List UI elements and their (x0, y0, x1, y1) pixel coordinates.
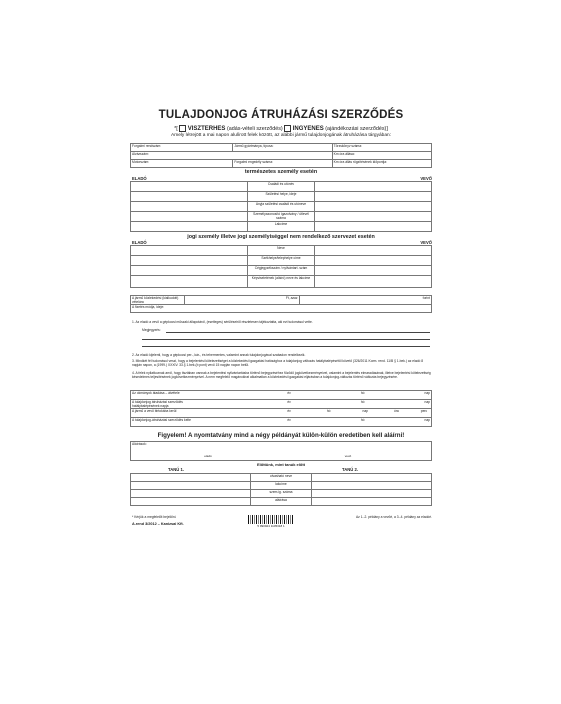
field-label: Székhelye/telephelye címe (248, 256, 314, 266)
witness-2-label: TANÚ 2. (342, 467, 358, 472)
field-label: szem.ig. száma (251, 490, 311, 498)
table-row (131, 144, 432, 152)
field-label: olvasható neve (251, 474, 311, 482)
natural-person-table (130, 181, 432, 232)
table-row (131, 474, 432, 482)
table-row (131, 152, 432, 160)
note-line[interactable] (142, 346, 430, 347)
paid-checkbox[interactable] (179, 125, 186, 132)
barcode-icon (248, 515, 294, 524)
seller-label: ELADÓ (132, 176, 147, 181)
type-free-note: (ajándékozási szerződés)] (325, 125, 388, 132)
warning-text: Figyelem! A nyomtatvány mind a négy példányát külön-külön eredetiben kell aláírni! (157, 432, 405, 439)
field-label: Családi és utónév (248, 182, 314, 192)
table-row (131, 482, 432, 490)
note-line[interactable] (142, 339, 430, 340)
table-row (131, 202, 432, 212)
witness-table (130, 473, 432, 506)
table-row (131, 498, 432, 506)
table-row: A jármű a vevő birtokába kerül év hó nap óra perc (131, 409, 432, 418)
table-row (131, 192, 432, 202)
footnote: * Kérjük a megfelelőt bejelölni. (132, 515, 177, 519)
type-paid-note: (adás-vételi szerződés) (226, 125, 283, 132)
license-field[interactable]: Forgalmi engedély száma: (233, 160, 332, 168)
payment-field[interactable]: A fizetés módja, ideje: (131, 305, 432, 313)
field-label: Anyja születési családi és utóneve (248, 202, 314, 212)
witnesses-title: Előttünk, mint tanúk előtt (257, 462, 305, 467)
witness-1-label: TANÚ 1. (168, 467, 184, 472)
date-label: Az okmányok átadása – átvétele (131, 391, 201, 400)
type-paid-label: VISZTERHES (187, 125, 226, 132)
plate-field[interactable]: Forgalmi rendszám: (131, 144, 233, 152)
field-label: Neve (248, 246, 314, 256)
clause-2: 2. Az eladó kijelenti, hogy a gépkocsi per-, kár-, és tehermentes, valamint annak tulajdonjogával szabadon rendelkezik. (132, 353, 306, 357)
price-table (130, 295, 432, 313)
field-label: Születési helye, ideje (248, 192, 314, 202)
price-label: A jármű közlekedési (kialkudott) vételára (131, 296, 185, 305)
table-row (131, 276, 432, 288)
price-words-unit[interactable]: forint (299, 296, 431, 305)
clause-4: 4. A felek nyilatkoznak arról, hogy tisztában vannak a bejelentési nyilvántartásba történő bejegyzéséhez fűződő jogkövetkezményeivel, valamint a bejelentés elmaradásának, illetve bejelentési kötelezettség késedelmes teljesítésének jogkövetkezményeivel. A nem megfelelő magánokirat alkalmatlan a közlekedési igazgatási eljárásban a tulajdonjog-változás történő változás bejegyzésére. (132, 371, 431, 380)
buyer-label: VEVŐ (420, 176, 432, 181)
engine-field[interactable]: Motorszám: (131, 160, 233, 168)
table-row (131, 305, 432, 313)
table-row (131, 256, 432, 266)
signature-table (130, 441, 432, 461)
table-row (131, 442, 432, 461)
signature-box[interactable] (131, 442, 432, 461)
price-unit[interactable]: Ft, azaz (185, 296, 299, 305)
seller-signature-label: eladó (204, 454, 212, 458)
odometer-date-field[interactable]: Km óra állás rögzítésének időpontja: (332, 160, 431, 168)
field-label: Lakcíme (248, 222, 314, 232)
form-code: A.rend 3/2012 – Kanizsai Kft. (132, 522, 184, 526)
legal-person-table (130, 245, 432, 288)
table-row (131, 266, 432, 276)
table-row: Az okmányok átadása – átvétele év hó nap (131, 391, 432, 400)
field-label: Cégjegyzékszám / nyilvántart. szám (248, 266, 314, 276)
table-row (131, 490, 432, 498)
legal-person-title: jogi személy illetve jogi személyiséggel nem rendelkező szervezet esetén (187, 234, 375, 240)
natural-person-title: természetes személy esetén (244, 169, 318, 175)
clause-1-note: Megjegyzés: (142, 328, 161, 332)
form-sheet (128, 105, 434, 535)
date-label: A jármű a vevő birtokába kerül (131, 409, 201, 418)
date-label: A tulajdonjog-átruházási szerződés kelte (131, 418, 201, 427)
clause-1: 1. Az eladó a vevő a gépkocsi műszaki állapotáról, (esetleges) sérüléseiről részletesen tájékoztatta, aki ezt tudomásul vette. (132, 320, 313, 324)
copies-note: Az 1.-2. példány a vevőé, a 3.-4. példány az eladóé. (355, 515, 432, 519)
vehicle-table (130, 143, 432, 168)
barcode-number: 5 990924 1105318 1 (257, 524, 285, 528)
type-prefix: *[ (174, 125, 178, 132)
table-row: A tulajdonjog átruházási szerződés hatálybalépésének napja év hó nap (132, 400, 430, 408)
chassis-field[interactable]: Alvázszám: (131, 152, 333, 160)
free-checkbox[interactable] (284, 125, 291, 132)
contract-type-line (128, 125, 434, 132)
table-row (131, 182, 432, 192)
form-title: TULAJDONJOG ÁTRUHÁZÁSI SZERZŐDÉS (158, 109, 404, 121)
type-free-label: INGYENES (292, 125, 324, 132)
table-row (131, 246, 432, 256)
registration-doc-field[interactable]: Törzskönyv száma: (332, 144, 431, 152)
field-label: aláírása (251, 498, 311, 506)
odometer-field[interactable]: Km óra állása: (332, 152, 431, 160)
make-field[interactable]: Jármű gyártmánya, típusa: (233, 144, 332, 152)
sign-place-label: Aláírások: (132, 442, 147, 446)
table-row (131, 212, 432, 222)
buyer-label: VEVŐ (420, 240, 432, 245)
intro-text: Amely létrejött a mai napon alulírott felek között, az alábbi jármű tulajdonjogának átruházása tárgyában: (171, 133, 391, 138)
table-row (131, 160, 432, 168)
note-line[interactable] (166, 332, 430, 333)
field-label: Képviseletének (aláíró) neve és lakcíme (248, 276, 314, 288)
buyer-signature-label: vevő (344, 454, 352, 458)
clause-3: 3. Mindkét fél tudomásul veszi, hogy a bejelentési kötelezettséget a közlekedési igazgatási hatósághoz a tulajdonjog változás hatálybalépésétől követő (326/2011 Korm. rend. 11/B § 1.bek.) az eladó 8 napján napon, a (1999.) XXXIV. 33.§ 1.bek.(b pont) vevő 15 napján napon belül. (132, 359, 424, 368)
date-label: A tulajdonjog átruházási szerződés hatálybalépésének napja (131, 400, 201, 409)
dates-table (130, 390, 432, 427)
table-row: A tulajdonjog-átruházási szerződés kelte év hó nap (131, 418, 432, 427)
field-label: lakcíme (251, 482, 311, 490)
seller-label: ELADÓ (132, 240, 147, 245)
table-row (131, 296, 432, 305)
field-label: Személyazonosító igazolvány / útlevél száma (248, 212, 314, 222)
table-row (131, 222, 432, 232)
